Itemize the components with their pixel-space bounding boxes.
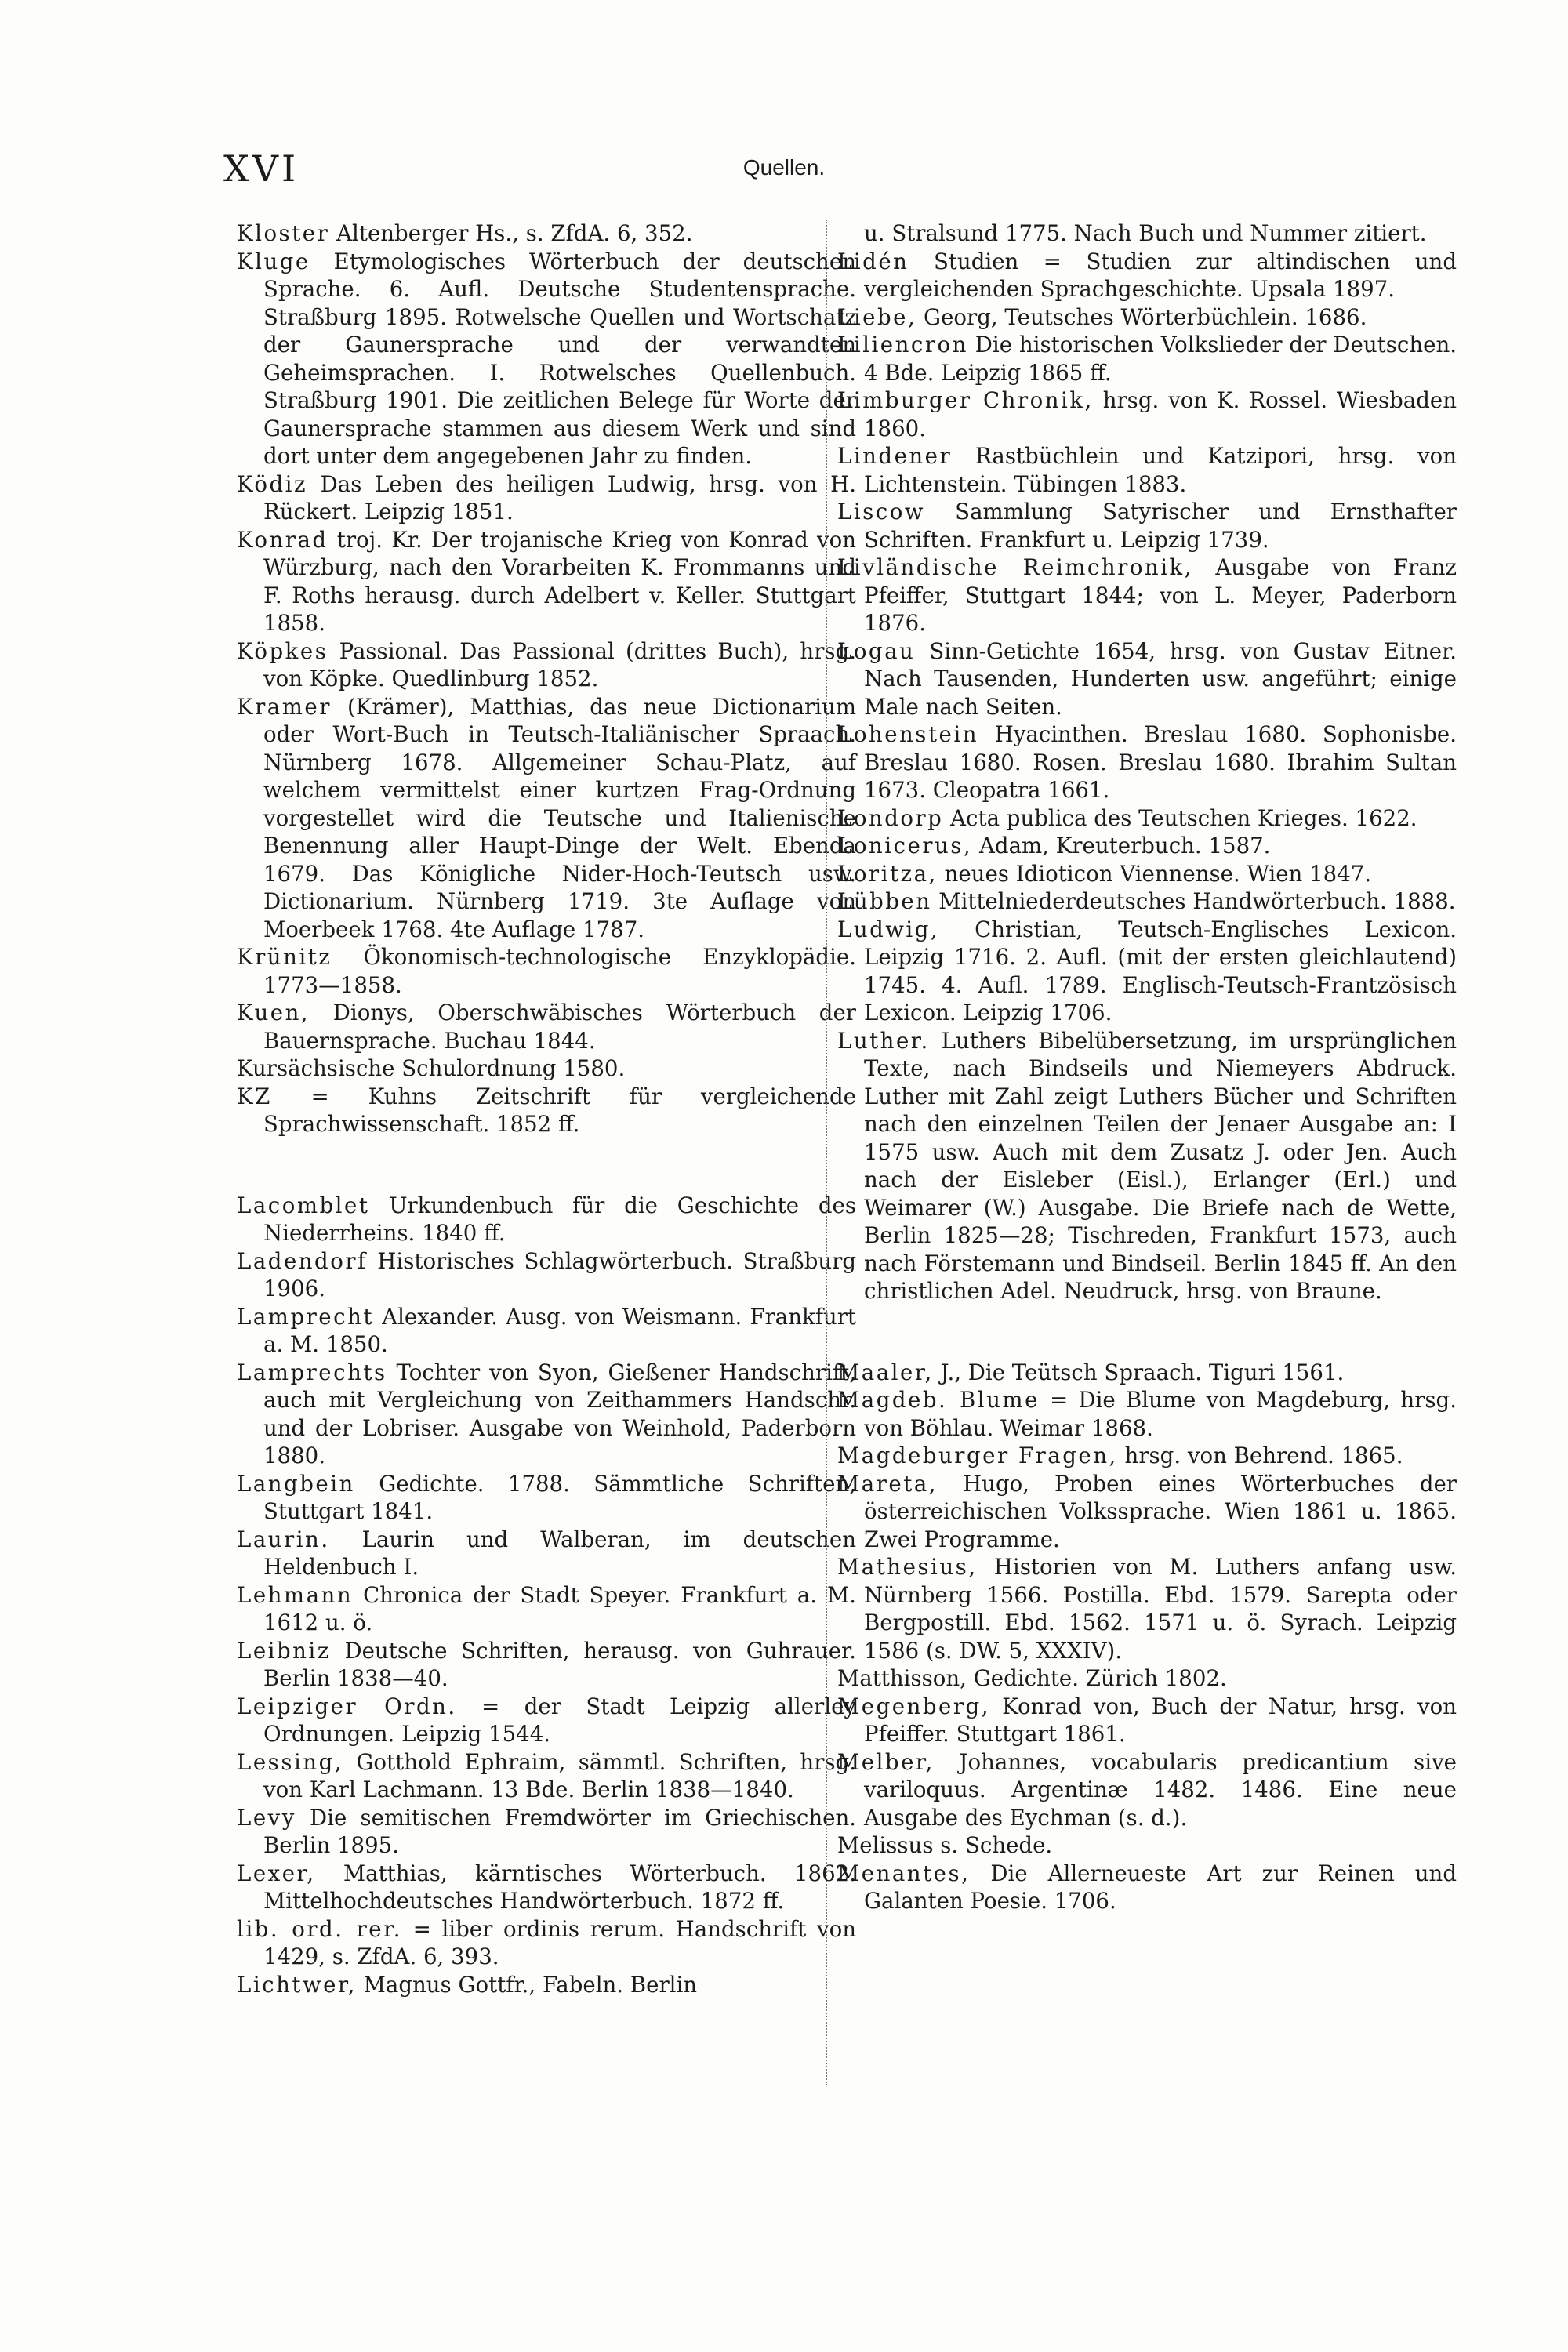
bibliography-entry: [837, 554, 1457, 637]
entry-keyword: Londorp: [837, 804, 944, 831]
bibliography-entry: [837, 860, 1457, 888]
entry-keyword: Leibniz: [237, 1637, 331, 1664]
entry-text: = Kuhns Zeitschrift für vergleichende Sprachwissenschaft. 1852 ff.: [263, 1083, 856, 1137]
bibliography-entry: [237, 1526, 856, 1581]
entry-keyword: Leipziger Ordn.: [237, 1693, 457, 1719]
bibliography-entry: [237, 1860, 856, 1915]
bibliography-entry: [237, 470, 856, 526]
entry-text: Matthisson, Gedichte. Zürich 1802.: [837, 1665, 1227, 1691]
entry-keyword: Kloster: [237, 220, 330, 246]
entry-keyword: Mareta,: [837, 1470, 938, 1497]
bibliography-entry: [837, 220, 1457, 248]
entry-keyword: Langbein: [237, 1470, 355, 1497]
entry-keyword: Lamprecht: [237, 1303, 374, 1330]
right-block-m: [837, 1359, 1457, 1915]
left-column: [237, 220, 856, 1998]
bibliography-entry: [837, 331, 1457, 387]
entry-keyword: Lohenstein: [837, 721, 978, 747]
entry-text: Chronica der Stadt Speyer. Frankfurt a. M. 1612 u. ö.: [263, 1581, 856, 1635]
entry-text: Hyacinthen. Breslau 1680. Sophonisbe. Breslau 1680. Rosen. Breslau 1680. Ibrahim Sultan 1673. Cleopatra 1661.: [864, 721, 1457, 803]
entry-text: Christian, Teutsch-Englisches Lexicon. Leipzig 1716. 2. Aufl. (mit der ersten gleichlautend) 1745. 4. Aufl. 1789. Englisch-Teutsch-Frantzösisch Lexicon. Leipzig 1706.: [864, 916, 1457, 1025]
bibliography-entry: [837, 498, 1457, 554]
entry-keyword: Lübben: [837, 888, 932, 914]
entry-text: = liber ordinis rerum. Handschrift von 1429, s. ZfdA. 6, 393.: [263, 1915, 856, 1969]
bibliography-entry: [837, 1442, 1457, 1470]
entry-text: = Die Blume von Magdeburg, hrsg. von Böhlau. Weimar 1868.: [864, 1387, 1457, 1441]
entry-keyword: Liscow: [837, 499, 925, 524]
entry-text: Gotthold Ephraim, sämmtl. Schriften, hrsg. von Karl Lachmann. 13 Bde. Berlin 1838—1840.: [263, 1748, 856, 1802]
right-block-l: [837, 220, 1457, 1305]
bibliography-entry: [237, 943, 856, 999]
entry-keyword: Köpkes: [237, 637, 328, 664]
entry-keyword: Liebe,: [837, 303, 917, 330]
entry-text: Melissus s. Schede.: [837, 1832, 1053, 1858]
bibliography-entry: [237, 637, 856, 693]
bibliography-entry: [837, 1693, 1457, 1748]
bibliography-entry: [237, 1915, 856, 1971]
bibliography-entry: [237, 693, 856, 944]
bibliography-entry: [237, 1470, 856, 1526]
entry-text: Magnus Gottfr., Fabeln. Berlin: [356, 1971, 698, 1998]
bibliography-entry: [237, 1804, 856, 1860]
bibliography-entry: [837, 720, 1457, 804]
entry-text: Sammlung Satyrischer und Ernsthafter Schriften. Frankfurt u. Leipzig 1739.: [864, 499, 1457, 553]
entry-text: Das Leben des heiligen Ludwig, hrsg. von H. Rückert. Leipzig 1851.: [263, 470, 856, 524]
entry-text: Mittelniederdeutsches Handwörterbuch. 1888.: [931, 888, 1456, 914]
bibliography-entry: [837, 1664, 1457, 1693]
entry-text: Historisches Schlagwörterbuch. Straßburg 1906.: [263, 1247, 856, 1301]
entry-text: Etymologisches Wörterbuch der deutschen Sprache. 6. Aufl. Deutsche Studentensprache. Straßburg 1895. Rotwelsche Quellen und Wortschatz der Gaunersprache und der verwandten Geheimsprachen. I. Rotwelsches Quellenbuch. Straßburg 1901. Die zeitlichen Belege für Worte der Gaunersprache stammen aus diesem Werk und sind dort unter dem angegebenen Jahr zu finden.: [263, 248, 856, 469]
entry-text: Deutsche Schriften, herausg. von Guhrauer. Berlin 1838—40.: [263, 1637, 856, 1691]
entry-text: Luthers Bibelübersetzung, im ursprünglichen Texte, nach Bindseils und Niemeyers Abdruck. Luther mit Zahl zeigt Luthers Bücher und Schriften nach den einzelnen Teilen der Jenaer Ausgabe an: I 1575 usw. Auch mit dem Zusatz J. oder Jen. Auch nach der Eisleber (Eisl.), Erlanger (Erl.) und Weimarer (W.) Ausgabe. Die Briefe nach de Wette, Berlin 1825—28; Tischreden, Frankfurt 1573, auch nach Förstemann und Bindseil. Berlin 1845 ff. An den christlichen Adel. Neudruck, hrsg. von Braune.: [864, 1027, 1457, 1304]
bibliography-entry: [237, 999, 856, 1054]
entry-text: troj. Kr. Der trojanische Krieg von Konrad von Würzburg, nach den Vorarbeiten K. Frommanns und F. Roths herausg. durch Adelbert v. Keller. Stuttgart 1858.: [263, 526, 856, 636]
entry-text: Hugo, Proben eines Wörterbuches der österreichischen Volkssprache. Wien 1861 u. 1865. Zwei Programme.: [864, 1470, 1457, 1552]
entry-text: (Krämer), Matthias, das neue Dictionarium oder Wort-Buch in Teutsch-Italiänischer Spraach. Nürnberg 1678. Allgemeiner Schau-Platz, auf welchem vermittelst einer kurtzen Frag-Ordnung vorgestellet wird die Teutsche und Italienische Benennung aller Haupt-Dinge der Welt. Ebenda 1679. Das Königliche Nider-Hoch-Teutsch usw. Dictionarium. Nürnberg 1719. 3te Auflage von Moerbeek 1768. 4te Auflage 1787.: [263, 693, 856, 942]
bibliography-entry: [837, 1553, 1457, 1664]
entry-text: Ausgabe von Franz Pfeiffer, Stuttgart 1844; von L. Meyer, Paderborn 1876.: [864, 554, 1457, 636]
entry-text: Matthias, kärntisches Wörterbuch. 1862. Mittelhochdeutsches Handwörterbuch. 1872 ff.: [263, 1860, 856, 1914]
entry-keyword: Loritza,: [837, 860, 938, 887]
bibliography-entry: [837, 1831, 1457, 1860]
entry-text: Rastbüchlein und Katzipori, hrsg. von Lichtenstein. Tübingen 1883.: [864, 443, 1457, 497]
entry-text: = der Stadt Leipzig allerley Ordnungen. Leipzig 1544.: [263, 1693, 856, 1747]
bibliography-entry: [237, 1192, 856, 1247]
entry-keyword: Melber,: [837, 1748, 935, 1775]
entry-keyword: Kuen,: [237, 1000, 310, 1025]
bibliography-entry: [237, 1359, 856, 1470]
bibliography-entry: [837, 1027, 1457, 1305]
entry-text: Adam, Kreuterbuch. 1587.: [972, 833, 1271, 858]
right-column: [837, 220, 1457, 1915]
entry-keyword: Konrad: [237, 526, 328, 553]
entry-keyword: Lamprechts: [237, 1359, 387, 1385]
entry-text: Kursächsische Schulordnung 1580.: [237, 1055, 626, 1081]
bibliography-entry: [237, 1637, 856, 1693]
entry-text: Die historischen Volkslieder der Deutschen. 4 Bde. Leipzig 1865 ff.: [864, 332, 1457, 386]
entry-keyword: Magdeburger Fragen,: [837, 1443, 1118, 1468]
entry-text: u. Stralsund 1775. Nach Buch und Nummer zitiert.: [864, 220, 1427, 246]
entry-keyword: Mathesius,: [837, 1554, 978, 1580]
bibliography-entry: [837, 887, 1457, 916]
bibliography-entry: [237, 526, 856, 637]
entry-keyword: Kramer: [237, 693, 332, 720]
entry-keyword: lib. ord. rer.: [237, 1915, 403, 1942]
entry-text: Studien = Studien zur altindischen und vergleichenden Sprachgeschichte. Upsala 1897.: [864, 248, 1457, 302]
entry-text: Die semitischen Fremdwörter im Griechischen. Berlin 1895.: [263, 1804, 856, 1858]
entry-keyword: Lindener: [837, 443, 953, 469]
entry-text: Sinn-Getichte 1654, hrsg. von Gustav Eitner. Nach Tausenden, Hunderten usw. angeführt; einige Male nach Seiten.: [864, 637, 1457, 720]
entry-text: Die Allerneueste Art zur Reinen und Galanten Poesie. 1706.: [864, 1860, 1457, 1914]
entry-text: Dionys, Oberschwäbisches Wörterbuch der Bauernsprache. Buchau 1844.: [263, 1000, 856, 1054]
entry-keyword: Lidén: [837, 248, 909, 274]
entry-keyword: Magdeb. Blume: [837, 1387, 1040, 1413]
bibliography-entry: [837, 442, 1457, 498]
bibliography-entry: [837, 303, 1457, 332]
entry-keyword: Lacomblet: [237, 1192, 370, 1218]
entry-text: Ökonomisch-technologische Enzyklopädie. 1773—1858.: [263, 944, 856, 998]
entry-text: Passional. Das Passional (drittes Buch), hrsg. von Köpke. Quedlinburg 1852.: [263, 637, 856, 691]
bibliography-entry: [837, 387, 1457, 442]
entry-text: Acta publica des Teutschen Krieges. 1622.: [943, 804, 1417, 831]
bibliography-entry: [837, 916, 1457, 1027]
bibliography-entry: [237, 220, 856, 248]
entry-keyword: Livländische Reimchronik,: [837, 554, 1194, 580]
entry-text: Altenberger Hs., s. ZfdA. 6, 352.: [329, 220, 693, 246]
entry-text: hrsg. von Behrend. 1865.: [1117, 1443, 1403, 1468]
bibliography-entry: [837, 1359, 1457, 1387]
entry-keyword: Krünitz: [237, 944, 332, 970]
entry-keyword: Ludwig,: [837, 916, 940, 942]
bibliography-entry: [837, 804, 1457, 833]
left-block-l: [237, 1192, 856, 1999]
bibliography-entry: [237, 1748, 856, 1804]
entry-text: Tochter von Syon, Gießener Handschrift, auch mit Vergleichung von Zeithammers Handschr. und der Lobriser. Ausgabe von Weinhold, Paderborn 1880.: [263, 1359, 856, 1468]
entry-text: Laurin und Walberan, im deutschen Heldenbuch I.: [263, 1526, 856, 1580]
section-gap: [837, 1305, 1457, 1359]
entry-keyword: Liliencron: [837, 332, 968, 358]
entry-keyword: Kluge: [237, 248, 310, 274]
entry-keyword: Limburger Chronik,: [837, 387, 1094, 413]
entry-keyword: Levy: [237, 1804, 296, 1831]
bibliography-entry: [837, 248, 1457, 303]
bibliography-entry: [237, 1083, 856, 1138]
section-gap: [237, 1138, 856, 1192]
entry-keyword: Lehmann: [237, 1581, 354, 1608]
bibliography-entry: [837, 637, 1457, 721]
entry-keyword: Luther.: [837, 1027, 930, 1054]
entry-text: Johannes, vocabularis predicantium sive variloquus. Argentinæ 1482. 1486. Eine neue Ausgabe des Eychman (s. d.).: [864, 1748, 1457, 1831]
entry-keyword: Menantes,: [837, 1860, 971, 1886]
bibliography-entry: [837, 1860, 1457, 1915]
column-divider: [826, 220, 827, 2085]
running-title: Quellen.: [742, 155, 826, 180]
entry-text: J., Die Teütsch Spraach. Tiguri 1561.: [933, 1359, 1345, 1385]
entry-text: neues Idioticon Viennense. Wien 1847.: [937, 860, 1372, 887]
bibliography-entry: [237, 1054, 856, 1083]
bibliography-entry: [237, 1693, 856, 1748]
entry-keyword: Lonicerus,: [837, 833, 973, 858]
left-block-k: [237, 220, 856, 1138]
entry-keyword: Ladendorf: [237, 1247, 368, 1274]
bibliography-entry: [837, 1748, 1457, 1832]
bibliography-entry: [837, 1470, 1457, 1554]
entry-keyword: Logau: [837, 637, 916, 664]
entry-keyword: Lessing,: [237, 1748, 344, 1775]
entry-text: Alexander. Ausg. von Weismann. Frankfurt a. M. 1850.: [263, 1303, 856, 1357]
page-number: XVI: [223, 147, 299, 190]
bibliography-entry: [237, 1303, 856, 1359]
bibliography-entry: [237, 1581, 856, 1637]
entry-keyword: Maaler,: [837, 1359, 934, 1385]
entry-text: Konrad von, Buch der Natur, hrsg. von Pfeiffer. Stuttgart 1861.: [864, 1693, 1457, 1747]
entry-text: Historien von M. Luthers anfang usw. Nürnberg 1566. Postilla. Ebd. 1579. Sarepta oder Bergpostill. Ebd. 1562. 1571 u. ö. Syrach. Leipzig 1586 (s. DW. 5, XXXIV).: [864, 1554, 1457, 1664]
entry-text: Gedichte. 1788. Sämmtliche Schriften, Stuttgart 1841.: [263, 1470, 856, 1524]
bibliography-entry: [237, 248, 856, 470]
bibliography-entry: [837, 832, 1457, 860]
entry-text: Georg, Teutsches Wörterbüchlein. 1686.: [916, 303, 1367, 330]
entry-text: Urkundenbuch für die Geschichte des Niederrheins. 1840 ff.: [263, 1192, 856, 1246]
entry-keyword: Lichtwer,: [237, 1971, 357, 1998]
entry-keyword: Laurin.: [237, 1526, 330, 1552]
entry-text: hrsg. von K. Rossel. Wiesbaden 1860.: [864, 387, 1457, 441]
bibliography-entry: [237, 1247, 856, 1303]
bibliography-entry: [237, 1971, 856, 1999]
entry-keyword: Ködiz: [237, 470, 308, 497]
bibliography-entry: [837, 1386, 1457, 1442]
entry-keyword: Lexer,: [237, 1860, 316, 1886]
entry-keyword: KZ: [237, 1083, 272, 1109]
entry-keyword: Megenberg,: [837, 1693, 990, 1719]
